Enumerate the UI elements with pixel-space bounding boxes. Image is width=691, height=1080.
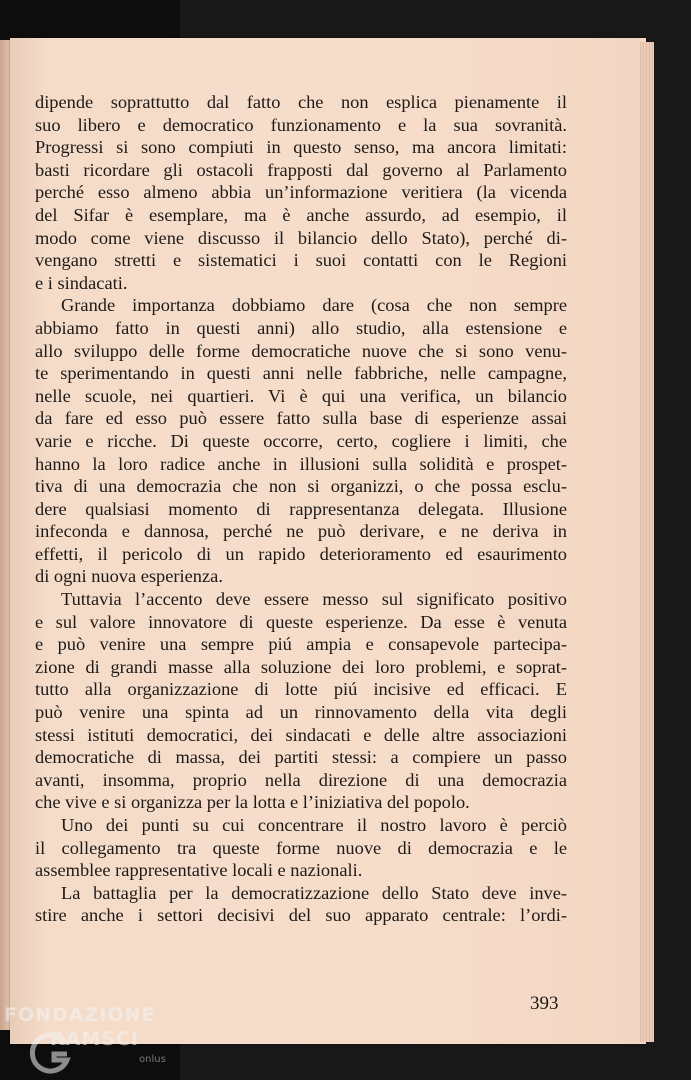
watermark-line1: FONDAZIONE <box>4 1004 156 1026</box>
text-line: te sperimentando in questi anni nelle fabbriche, nelle campagne, <box>35 363 567 384</box>
text-line: dipende soprattutto dal fatto che non esplica pienamente il <box>35 92 567 112</box>
text-line: effetti, il pericolo di un rapido deterioramento ed esaurimento <box>35 543 567 564</box>
text-line: vengano stretti e sistematici i suoi contatti con le Regioni <box>35 250 567 271</box>
text-line: tiva di una democrazia che non si organizzi, o che possa esclu- <box>35 476 567 497</box>
text-line: di ogni nuova esperienza. <box>35 566 223 587</box>
text-line: La battaglia per la democratizzazione dello Stato deve inve- <box>61 882 567 903</box>
text-line: Uno dei punti su cui concentrare il nostro lavoro è perciò <box>61 815 567 835</box>
text-line: può venire una spinta ad un rinnovamento della vita degli <box>35 702 567 723</box>
watermark <box>4 1004 184 1074</box>
text-line: il collegamento tra queste forme nuove di democrazia e le <box>35 837 567 858</box>
text-line: modo come viene discusso il bilancio dello Stato), perché di- <box>35 227 567 248</box>
text-line: suo libero e democratico funzionamento e la sua sovranità. <box>35 114 567 135</box>
text-line: da fare ed esso può essere fatto sulla base di esperienze assai <box>35 408 567 429</box>
text-line: infeconda e dannosa, perché ne può derivare, e ne deriva in <box>35 521 567 542</box>
text-line: zione di grandi masse alla soluzione dei loro problemi, e soprat- <box>35 656 567 677</box>
text-line: democratiche di massa, dei partiti stessi: a compiere un passo <box>35 747 567 768</box>
text-line: Grande importanza dobbiamo dare (cosa che non sempre <box>61 295 567 316</box>
text-line: basti ricordare gli ostacoli frapposti dal governo al Parlamento <box>35 159 567 180</box>
text-line: e i sindacati. <box>35 272 128 293</box>
watermark-suffix: onlus <box>139 1054 166 1065</box>
text-line: del Sifar è esemplare, ma è anche assurdo, ad esempio, il <box>35 204 567 225</box>
text-line: e sul valore innovatore di queste esperienze. Da esse è venuta <box>35 611 567 632</box>
watermark-line2: RAMSCI <box>50 1028 139 1050</box>
text-line: stire anche i settori decisivi del suo apparato centrale: l’ordi- <box>35 905 567 926</box>
text-line: allo sviluppo delle forme democratiche nuove che si sono venu- <box>35 340 567 361</box>
page-fore-edge <box>640 42 654 1042</box>
text-line: Tuttavia l’accento deve essere messo sul significato positivo <box>61 589 567 610</box>
text-line: avanti, insomma, proprio nella direzione di una democrazia <box>35 769 567 790</box>
text-line: assemblee rappresentative locali e nazionali. <box>35 860 363 881</box>
text-line: varie e ricche. Di queste occorre, certo, cogliere i limiti, che <box>35 430 567 451</box>
text-line: tutto alla organizzazione di lotte piú incisive ed efficaci. E <box>35 679 567 700</box>
text-line: stessi istituti democratici, dei sindacati e delle altre associazioni <box>35 724 567 745</box>
text-line: dere qualsiasi momento di rappresentanza delegata. Illusione <box>35 498 567 519</box>
text-line: e può venire una sempre piú ampia e consapevole partecipa- <box>35 634 567 655</box>
text-line: hanno la loro radice anche in illusioni sulla solidità e prospet- <box>35 453 567 474</box>
text-line: che vive e si organizza per la lotta e l’iniziativa del popolo. <box>35 792 470 813</box>
text-line: abbiamo fatto in questi anni) allo studio, alla estensione e <box>35 317 567 338</box>
text-line: perché esso almeno abbia un’informazione veritiera (la vicenda <box>35 182 567 203</box>
page-number: 393 <box>530 993 559 1014</box>
text-line: nelle scuole, nei quartieri. Vi è qui una verifica, un bilancio <box>35 385 567 406</box>
body-text <box>35 91 567 927</box>
text-line: Progressi si sono compiuti in questo senso, ma ancora limitati: <box>35 137 567 158</box>
